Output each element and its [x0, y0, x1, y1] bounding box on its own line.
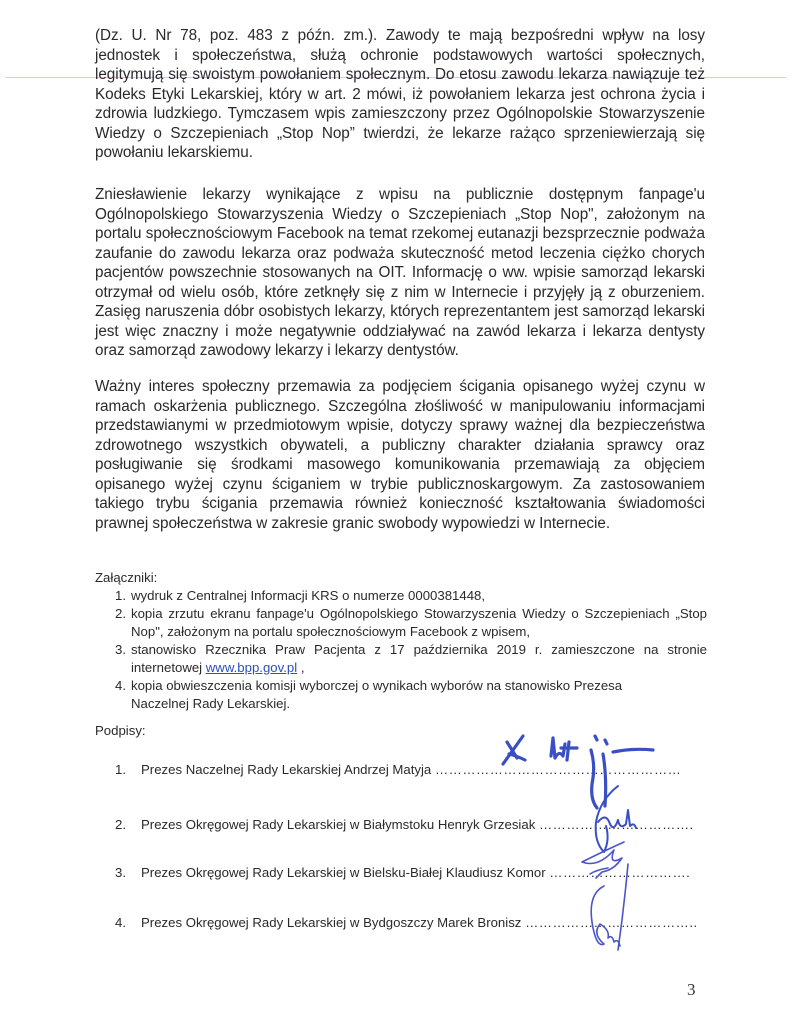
paragraph-1: (Dz. U. Nr 78, poz. 483 z późn. zm.). Zawody te mają bezpośredni wpływ na losy jednostek i społeczeństwa, służą ochronie podstawowych wartości społecznych, legitymują się swoistym powołaniem społecznym. Do etosu zawodu lekarza nawiązuje też Kodeks Etyki Lekarskiej, który w art. 2 mówi, iż powołaniem lekarza jest ochrona życia i zdrowia ludzkiego. Tymczasem wpis zamieszczony przez Ogólnopolskie Stowarzyszenie Wiedzy o Szczepieniach „Stop Nop” twierdzi, że lekarze rażąco sprzeniewierzają się powołaniu lekarskiemu. — [95, 27, 705, 162]
attachment-number: 1. — [115, 588, 126, 603]
signature-komor-bronisz-icon — [578, 838, 658, 956]
signatures-heading: Podpisy: — [95, 723, 146, 738]
signature-dots: ……………………………………………… — [434, 762, 682, 777]
attachment-item — [95, 587, 707, 605]
bpp-website-link[interactable]: www.bpp.gov.pl — [205, 660, 298, 675]
paragraph-2: Zniesławienie lekarzy wynikające z wpisu na publicznie dostępnym fanpage'u Ogólnopolskiego Stowarzyszenia Wiedzy o Szczepieniach „Stop Nop", założonym na portalu społecznościowym Facebook na temat rzekomej eutanazji bezsprzecznie podważa zaufanie do zawodu lekarza oraz podważa skuteczność metod leczenia ciężko chorych pacjentów powszechnie stosowanych na OIT. Informację o ww. wpisie samorząd lekarski otrzymał od wielu osób, które zetknęły się z nim w Internecie i przyjęły ją z oburzeniem. Zasięg naruszenia dóbr osobistych lekarzy, których reprezentantem jest samorząd lekarski jest więc znaczny i może negatywnie oddziaływać na zawód lekarza i lekarza dentysty oraz samorząd zawodowy lekarzy i lekarzy dentystów. — [95, 186, 705, 360]
signature-number: 2. — [115, 817, 126, 832]
attachment-number: 3. — [115, 642, 126, 657]
paragraph-3: Ważny interes społeczny przemawia za podjęciem ścigania opisanego wyżej czynu w ramach oskarżenia publicznego. Szczególna złośliwość w manipulowaniu informacjami przedstawianymi w przedmiotowym wpisie, dotyczy sprawy ważnej dla bezpieczeństwa zdrowotnego wszystkich obywateli, a publiczny charakter działania sprawcy oraz posługiwanie się środkami masowego komunikowania przemawiają za objęciem opisanego wyżej czynu ściganiem w trybie publicznoskargowym. Za zastosowaniem takiego trybu ścigania przemawia również konieczność kształtowania świadomości prawnej społeczeństwa w zakresie granic swobody wypowiedzi w Internecie. — [95, 378, 705, 532]
attachment-number: 4. — [115, 678, 126, 693]
attachment-suffix: , — [297, 660, 305, 675]
signatory-name: Prezes Naczelnej Rady Lekarskiej Andrzej Matyja — [141, 762, 432, 777]
signatory-name: Prezes Okręgowej Rady Lekarskiej w Bydgoszczy Marek Bronisz — [141, 915, 522, 930]
attachments-list — [95, 587, 707, 713]
signature-dots: ……………………………….. — [525, 915, 698, 930]
attachment-item — [95, 605, 707, 641]
attachment-text: wydruk z Centralnej Informacji KRS o numerze 0000381448, — [131, 588, 486, 603]
signature-number: 1. — [115, 762, 126, 777]
attachment-text: kopia zrzutu ekranu fanpage'u Ogólnopolskiego Stowarzyszenia Wiedzy o Szczepieniach „Stop Nop", założonym na portalu społecznościowym Facebook z wpisem, — [131, 606, 707, 639]
signature-dots: ……………………………. — [538, 817, 694, 832]
attachment-item — [95, 641, 707, 677]
attachments-heading: Załączniki: — [95, 570, 158, 585]
signature-number: 3. — [115, 865, 126, 880]
attachment-text: stanowisko Rzecznika Praw Pacjenta z 17 października 2019 r. zamieszczone na stronie internetowej — [131, 642, 707, 675]
signatory-name: Prezes Okręgowej Rady Lekarskiej w Bielsku-Białej Klaudiusz Komor — [141, 865, 546, 880]
attachment-item — [95, 677, 707, 713]
attachment-number: 2. — [115, 606, 126, 621]
signatory-name: Prezes Okręgowej Rady Lekarskiej w Białymstoku Henryk Grzesiak — [141, 817, 536, 832]
attachment-text: kopia obwieszczenia komisji wyborczej o wynikach wyborów na stanowisko Prezesa Naczelnej Rady Lekarskiej. — [131, 678, 623, 711]
page-number: 3 — [687, 980, 696, 999]
signature-number: 4. — [115, 915, 126, 930]
signature-dots: …………………………. — [549, 865, 691, 880]
